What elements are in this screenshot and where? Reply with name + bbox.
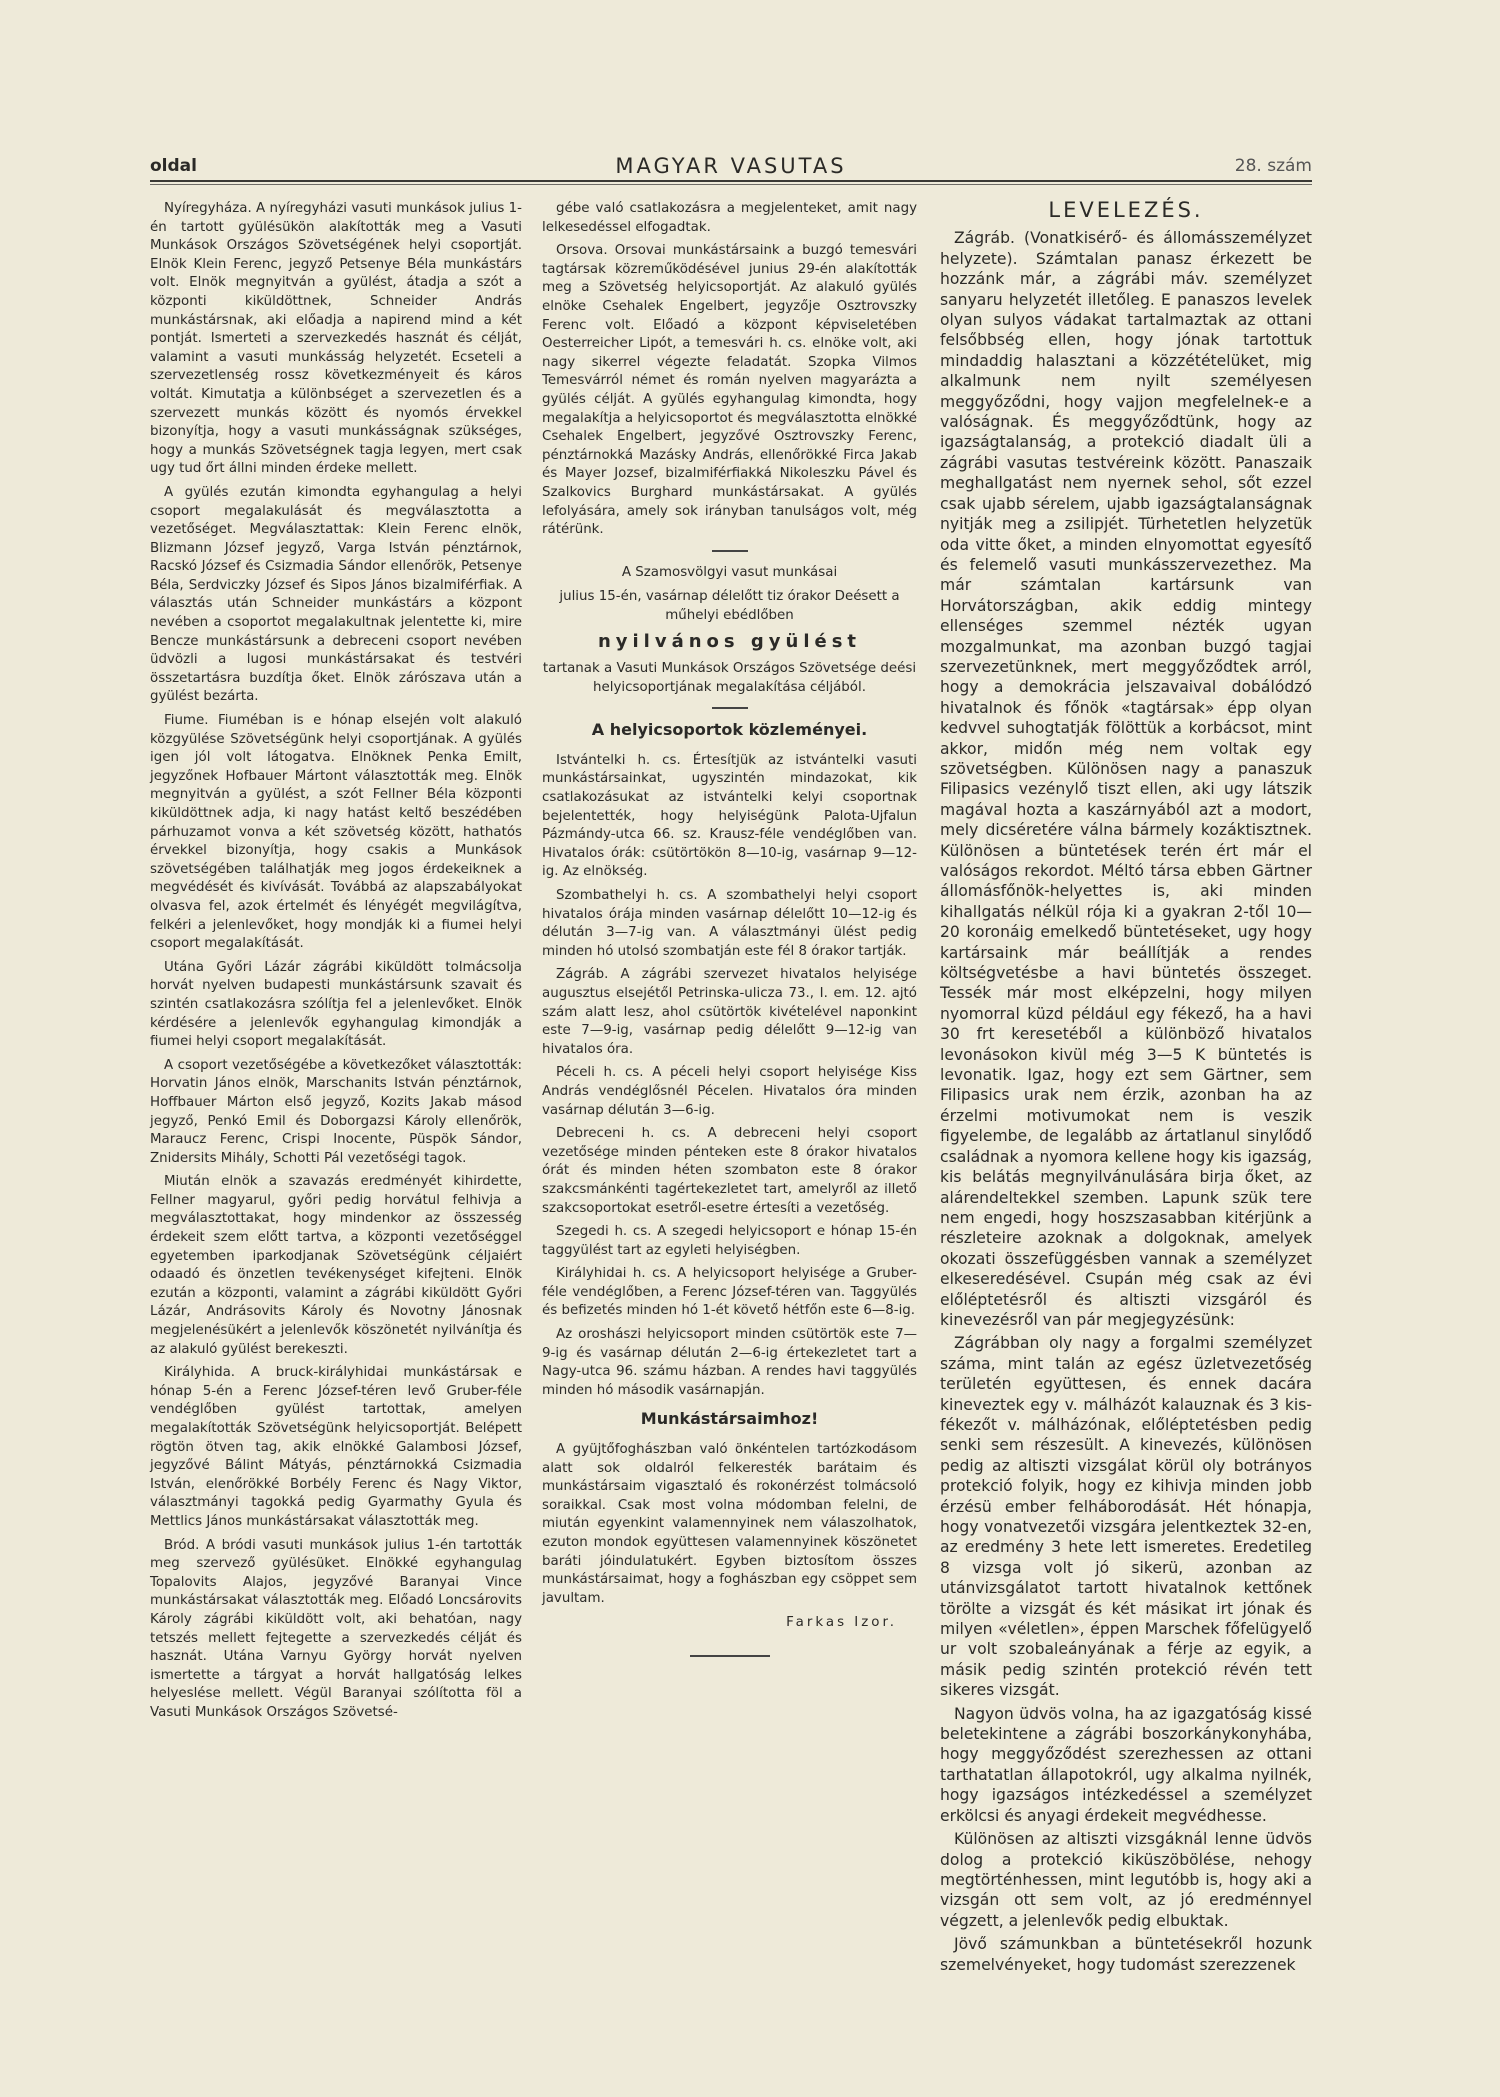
end-rule: [690, 1655, 770, 1657]
section-title-letter: Munkástársaimhoz!: [640, 1409, 819, 1429]
article-nyiregyhaza-election: A gyülés ezután kimondta egyhangulag a helyi csoport megalakulását és megválasztotta a vezetőséget. Megválasztattak: Klein Ferenc elnök, Blizmann József jegyző, Varga István pénztárnok, Racskó József és Csizmadia Sándor ellenőrök, Petsenye Béla, Serdviczky József és Sipos János bizalmiférfiak. A választás után Schneider munkástárs a központ nevében a csoportot megalakultnak jelentette ki, mire Bencze munkástársunk a debreceni csoport nevében üdvözli a lugosi munkástársakat és testvéri összetartásra buzdítja őket. Elnök zárószava után a gyülést bezárta.: [150, 484, 522, 705]
separator-rule: [712, 707, 748, 709]
notice-oroshazi: Az oroshászi helyicsoport minden csütörtök este 7—9-ig és vasárnap délután 2—6-ig értekezletet tart a Nagy-utca 96. számu házban. A rendes havi taggyülés minden hó második vasárnapján.: [542, 1327, 917, 1398]
notice-istvantelki: Istvántelki h. cs. Értesítjük az istvántelki vasuti munkástársainkat, ugyszintén mindazokat, kik csatlakozásukat az istvántelki kelyi csoportnak bejelentették, hogy helyiségünk Palota-Ujfalun Pázmándy-utca 66. sz. Krausz-féle vendéglőben van. Hivatalos órák: csütörtökön 8—10-ig, vasárnap 9—12-ig. Az elnökség.: [542, 752, 917, 880]
correspondence-appeal: Nagyon üdvös volna, ha az igazgatóság kissé beletekintene a zágrábi boszorkánykonyhába, hogy meggyőződést szerezhessen az ottani tarthatatlan állapotokról, ugy alkalma nyilnék, hogy igazságos intézkedéssel a személyzet erkölcsi és anyagi érdekeit megvédhesse.: [940, 1704, 1312, 1825]
correspondence-exams: Különösen az altiszti vizsgáknál lenne üdvös dolog a protekció kiküszöbölése, nehogy megtörténhessen, mint legutóbb is, hogy aki a vizsgán ott sem volt, az jó eredménnyel végzett, a jelenlevők pedig elbuktak.: [940, 1830, 1312, 1930]
column-right: [940, 200, 1312, 1978]
section-title-local-groups: A helyicsoportok közleményei.: [591, 720, 868, 740]
notice-date: julius 15-én, vasárnap délelőtt tiz órakor Deésett a műhelyi ebédlőben: [559, 589, 900, 623]
notice-debreceni: Debreceni h. cs. A debreceni helyi csoport vezetősége minden pénteken este 8 órakor hivatalos órát és minden héten szombaton este 8 órakor szakcsmánkénti tagértekezletet tart, amelyről az illető szakcsoportokat esetről-esetre értesíti a vezetőség.: [542, 1126, 917, 1216]
header-rule-thin: [150, 184, 1312, 185]
article-fiume-closing: Miután elnök a szavazás eredményét kihirdette, Fellner magyarul, győri pedig horvátul felhivja a megválasztottakat, hogy mindenkor az összesség érdekeit szem előtt tartva, a központi vezetőséggel egyetemben iparkodjanak Szövetségünk céljaiért odaadó és önzetlen tevékenységet kifejteni. Elnök ezután a központi, valamint a zágrábi kiküldött Győri Lázár, Andrásovits Károly és Novotny Jánosnak megjelenésükért a jelenlevők köszönetét nyilvánítja és az alakuló gyülést berekeszti.: [150, 1174, 522, 1357]
article-kiralyhida: Királyhida. A bruck-királyhidai munkástársak e hónap 5-én a Ferenc József-téren levő Gruber-féle vendéglőben gyülést tartottak, amelyen megalakították Szövetségünk helyicsoportját. Belépett rögtön ötven tag, akik elnökké Galambosi József, jegyzővé Bálint Mátyás, pénztárnokká Csizmadia István, elenőrökké Borbély Ferenc és Nagy Viktor, választmányi tagokká pedig Gyarmathy Gyula és Mettlics János munkástársakat választották meg.: [150, 1365, 522, 1529]
notice-szegedi: Szegedi h. cs. A szegedi helyicsoport e hónap 15-én taggyülést tart az egyleti helyiségben.: [542, 1224, 917, 1258]
article-brod-continued: gébe való csatlakozásra a megjelenteket, amit nagy lelkesedéssel elfogadtak.: [542, 201, 917, 235]
header-rule: [150, 180, 1312, 182]
correspondence-staffing: Zágrábban oly nagy a forgalmi személyzet száma, mint talán az egész üzletvezetőség területén együttesen, és ennek dacára kineveztek egy v. málházót kalauznak és 3 kis-fékezőt v. málházónak, előléptetésben pedig senki sem részesült. A kinevezés, különösen pedig az altiszti vizsgálat körül oly botrányos protekció folyik, hogy ez kihivja minden jobb érzésü ember felháborodását. Hét hónapja, hogy vonatvezetői vizsgára jelentkeztek 32-en, az eredmény 3 hete lett ismeretes. Eredetileg 8 vizsga volt jó sikerü, azonban az utánvizsgálatot tartott hivatalnok kettőnek törölte a vizsgát és két másikat irt jónak és milyen «véletlen», éppen Marschek főfelügyelő ur volt szobaleányának a férje az egyik, a másik pedig szintén protekció révén tett sikeres vizsgát.: [940, 1334, 1312, 1700]
article-fiume-translation: Utána Győri Lázár zágrábi kiküldött tolmácsolja horvát nyelven budapesti munkástársunk szavait és szintén csatlakozásra szólítja fel a jelenlevőket. Elnök kérdésére a jelenlevők egyhangulag kimondják a fiumei helyi csoport megalakítását.: [150, 959, 522, 1050]
article-nyiregyhaza: Nyíregyháza. A nyíregyházi vasuti munkások julius 1-én tartott gyülésükön alakították meg a Vasuti Munkások Országos Szövetségének helyi csoportját. Elnök Klein Ferenc, jegyző Petsenye Béla munkástárs volt. Elnök megnyitván a gyülést, átadja a szót a központi kiküldöttnek, Schneider András munkástársnak, aki előadja a napirend mind a két pontját. Ismerteti a szervezkedés hasznát és célját, valamint a vasuti munkásság helyzetét. Ecseteli a szervezetlenség rossz következményeit és káros voltát. Kimutatja a különbséget a szervezetlen és a szervezett munkás között és nyomós érvekkel bizonyítja, hogy a vasuti munkásságnak szükséges, hogy a munkás Szövetségnek tagja legyen, mert csak ugy tud őrt állni minden érdeke mellett.: [150, 201, 522, 477]
letter-signature: Farkas Izor.: [786, 1615, 897, 1631]
notice-kiralyhidai: Királyhidai h. cs. A helyicsoport helyisége a Gruber-féle vendéglőben, a Ferenc József-téren van. Taggyülés és befizetés minden hó 1-ét követő hétfőn este 6—8-ig.: [542, 1266, 917, 1319]
correspondence-zagrab: Zágráb. (Vonatkisérő- és állomásszemélyzet helyzete). Számtalan panasz érkezett be hozzánk már, a zágrábi máv. személyzet sanyaru helyzetét illetőleg. E panaszos levelek olyan sulyos vádakat tartalmaztak az ottani felsőbbség ellen, hogy jónak tartottuk mindaddig halasztani a közzétételüket, mig alkalmunk nem nyilt személyesen meggyőződni, hogy vajjon megfelelnek-e a valóságnak. És meggyőződtünk, hogy az igazságtalanság, a protekció diadalt üli a zágrábi vasutas testvéreink között. Panaszaik meghallgatást nem nyernek sehol, sőt ezzel csak ujabb sérelem, ujabb igazságtalanságnak nyitják meg a zsilipjét. Türhetetlen helyzetük oda vitte őket, a minden elnyomottat egyesítő és felemelő vasuti munkásszervezethez. Ma már számtalan kartársunk van Horvátországban, akik eddig mintegy ellenséges szemmel nézték ugyan mozgalmunkat, ma azonban buzgó tagjai szervezetünknek, mert meggyőződtek arról, hogy a demokrácia jelszavaival dobálódzó hivatalnok és főnök «tagtársak» épp olyan kedvvel suhogtatják fölöttük a korbácsot, mint akkor, midőn még nem voltak egy szövetségben. Különösen nagy a panaszuk Filipasics vezénylő tiszt ellen, aki ugy látszik magával hozta a kaszárnyából azt a modort, mely dicséretére válna bármely kozáktisztnek. Különösen a büntetések terén ért már el valóságos rekordot. Méltó társa ebben Gärtner állomásfőnök-helyettes is, aki minden kihallgatás nélkül rója ki a gyakran 2-től 10—20 koronáig emelkedő büntetéseket, ugy hogy kartársaink már beállítják a rendes költségvetésbe a havi büntetés összeget. Tessék már most elképzelni, hogy milyen nyomorral küzd például egy fékező, ha a havi 30 frt keresetéből a különböző hivatalos levonásokon kivül még 3—5 K büntetés is levonatik. Igaz, hogy ezt sem Gärtner, sem Filipasics urak nem érzik, azonban ha az érzelmi motivumokat nem is veszik figyelembe, de legalább az ártatlanul sinylődő családnak a nyomora kellene hogy kis igazság, kis belátás megnyilvánulására birja őket, az alárendeltekkel szemben. Lapunk szük tere nem engedi, hogy hoszszasabban kitérjünk a részleteire azoknak a dolgoknak, amelyek okozati összefüggésben vannak a személyzet elkeseredésével. Csupán még csak az évi előléptetésről és altiszti vizsgáról és kinevezésről van pár megjegyzésünk:: [940, 229, 1312, 1329]
column-left: [150, 200, 522, 1728]
article-brod: Bród. A bródi vasuti munkások julius 1-én tartották meg szervező gyülésüket. Elnökké egyhangulag Topalovits Alajos, jegyzővé Baranyai Vince munkástársakat választották meg. Előadó Loncsárovits Károly zágrábi kiküldött volt, aki behatóan, nagy tetszés mellett fejtegette a szervezkedés célját és hasznát. Utána Varnyu György horvát nyelven ismertette a tárgyat a horvát hallgatóság lelkes helyeslése mellett. Végül Baranyai szólította föl a Vasuti Munkások Országos Szövetsé-: [150, 1537, 522, 1720]
notice-heading: A Szamosvölgyi vasut munkásai: [621, 564, 838, 580]
header-section-label: oldal: [150, 156, 197, 176]
article-fiume-leadership: A csoport vezetőségébe a következőket választották: Horvatin János elnök, Marschanits István pénztárnok, Hoffbauer Márton első jegyző, Kozits Jakab másod jegyző, Penkó Emil és Doborgazsi Károly ellenőrök, Maraucz Ferenc, Crispi Inocente, Püspök Sándor, Znidersits Mihály, Schotti Pál vezetőségi tagok.: [150, 1057, 522, 1166]
notice-zagrab: Zágráb. A zágrábi szervezet hivatalos helyisége augusztus elsejétől Petrinska-ulicza 73., I. em. 12. ajtó szám alatt lesz, ahol csütörtök kivételével naponkint este 7—9-ig, vasárnap pedig délelőtt 9—12-ig van hivatalos óra.: [542, 967, 917, 1057]
masthead-title: MAGYAR VASUTAS: [615, 154, 847, 178]
column-middle: [542, 200, 917, 1657]
issue-number: 28. szám: [1234, 156, 1312, 176]
letter-body: A gyüjtőfoghászban való önkéntelen tartózkodásom alatt sok oldalról felkeresték barátaim és munkástársaim vigasztaló és rokonérzést tolmácsoló soraikkal. Csak most volna módomban felelni, de miután egyenkint valamennyinek nem válaszolhatok, ezuton mondok együttesen valamennyinek köszönetet baráti jóindulatukért. Egyben biztosítom összes munkástársaimat, hogy a foghászban egy csöppet sem javultam.: [542, 1442, 917, 1606]
section-title-correspondence: LEVELEZÉS.: [1048, 198, 1204, 222]
article-orsova: Orsova. Orsovai munkástársaink a buzgó temesvári tagtársak közreműködésével junius 29-én alakították meg a Szövetség helyicsoportját. Az alakuló gyülés elnöke Csehalek Engelbert, jegyzője Osztrovszky Ferenc volt. Előadó a központ képviseletében Oesterreicher Lipót, a temesvári h. cs. elnöke volt, aki nagy sikerrel végezte feladatát. Szopka Vilmos Temesvárról német és román nyelven magyarázta a gyülés célját. A gyülés egyhangulag kimondta, hogy megalakítja a helyicsoportot és megválasztotta elnökké Csehalek Engelbert, jegyzővé Osztrovszky Ferenc, pénztárnokká Mazásky András, ellenőrökké Firca Jakab és Mayer Jozsef, bizalmiférfiakká Nikoleszku Pável és Szalkovics Burghard munkástársakat. A gyülés lefolyására, amely sok irányban tanulságos volt, még rátérünk.: [542, 243, 917, 538]
notice-peceli: Péceli h. cs. A péceli helyi csoport helyisége Kiss András vendéglősnél Pécelen. Hivatalos óra minden vasárnap délután 3—6-ig.: [542, 1065, 917, 1118]
separator-rule: [712, 550, 748, 552]
notice-body: tartanak a Vasuti Munkások Országos Szövetsége deési helyicsoportjának megalakítása céljából.: [542, 661, 917, 695]
correspondence-next-issue: Jövő számunkban a büntetésekről hozunk szemelvényeket, hogy tudomást szerezzenek: [940, 1935, 1312, 1974]
article-fiume: Fiume. Fiuméban is e hónap elsején volt alakuló közgyülése Szövetségünk helyi csoportjának. A gyülés igen jól volt látogatva. Elnöknek Penka Emilt, jegyzőnek Hofbauer Mártont választották meg. Elnök megnyitván a gyülést, a szót Fellner Béla központi kiküldöttnek adja, ki nagy hatást keltő beszédében párhuzamot vonva a két szövetség között, hathatós érvekkel bizonyítja, hogy csakis a Munkások szövetségében találhatják meg jogos érdekeiknek a megvédését és kivívását. Továbbá az alapszabályokat olvasva fel, azok értelmét és lényégét megvilágítva, felkéri a jelenlevőket, hogy mondják ki a fiumei helyi csoport megalakítását.: [150, 713, 522, 952]
notice-szombathelyi: Szombathelyi h. cs. A szombathelyi helyi csoport hivatalos órája minden vasárnap délelőtt 10—12-ig és délután 3—7-ig van. A választmányi ülést pedig minden hó utolsó szombatján este fél 8 órakor tartják.: [542, 888, 917, 959]
notice-title: nyilvános gyülést: [597, 631, 862, 653]
